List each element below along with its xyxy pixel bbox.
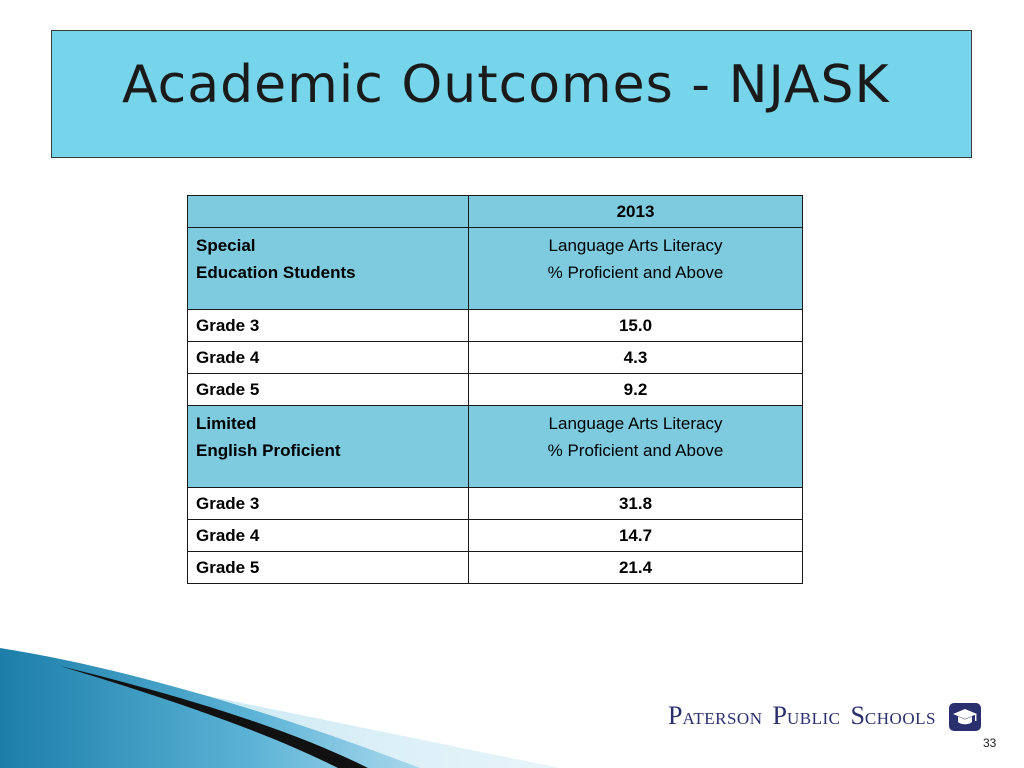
njask-table xyxy=(187,195,803,584)
category-line: Education Students xyxy=(196,263,356,282)
value-cell: 15.0 xyxy=(469,310,803,342)
table-row xyxy=(188,310,803,342)
table-row xyxy=(188,374,803,406)
slide-title: Academic Outcomes - NJASK xyxy=(122,55,890,115)
table-row xyxy=(188,552,803,584)
grade-cell: Grade 3 xyxy=(188,488,469,520)
category-line: English Proficient xyxy=(196,441,341,460)
value-cell: 21.4 xyxy=(469,552,803,584)
measure-line: % Proficient and Above xyxy=(547,441,724,460)
logo-word: SCHOOLS xyxy=(850,701,936,730)
category-line: Limited xyxy=(196,414,257,433)
logo-word: PATERSON xyxy=(668,701,763,730)
grade-cell: Grade 5 xyxy=(188,374,469,406)
category-row-special-ed xyxy=(188,228,803,310)
page-number: 33 xyxy=(983,736,997,750)
header-year-cell: 2013 xyxy=(469,196,803,228)
measure-cell xyxy=(469,228,803,310)
measure-cell xyxy=(469,406,803,488)
graduation-cap-icon xyxy=(948,702,982,732)
value-cell: 14.7 xyxy=(469,520,803,552)
grade-cell: Grade 4 xyxy=(188,520,469,552)
measure-line: Language Arts Literacy xyxy=(548,236,723,255)
header-empty-cell xyxy=(188,196,469,228)
value-cell: 9.2 xyxy=(469,374,803,406)
measure-line: Language Arts Literacy xyxy=(548,414,723,433)
table-row xyxy=(188,342,803,374)
title-box xyxy=(51,30,972,158)
category-line: Special xyxy=(196,236,256,255)
table-row xyxy=(188,520,803,552)
grade-cell: Grade 3 xyxy=(188,310,469,342)
decorative-swoosh xyxy=(0,630,560,768)
value-cell: 31.8 xyxy=(469,488,803,520)
paterson-logo xyxy=(668,700,982,732)
logo-word: PUBLIC xyxy=(772,701,841,730)
category-row-lep xyxy=(188,406,803,488)
measure-line: % Proficient and Above xyxy=(547,263,724,282)
category-cell xyxy=(188,406,469,488)
grade-cell: Grade 4 xyxy=(188,342,469,374)
table-row xyxy=(188,488,803,520)
category-cell xyxy=(188,228,469,310)
table-header-row xyxy=(188,196,803,228)
value-cell: 4.3 xyxy=(469,342,803,374)
grade-cell: Grade 5 xyxy=(188,552,469,584)
